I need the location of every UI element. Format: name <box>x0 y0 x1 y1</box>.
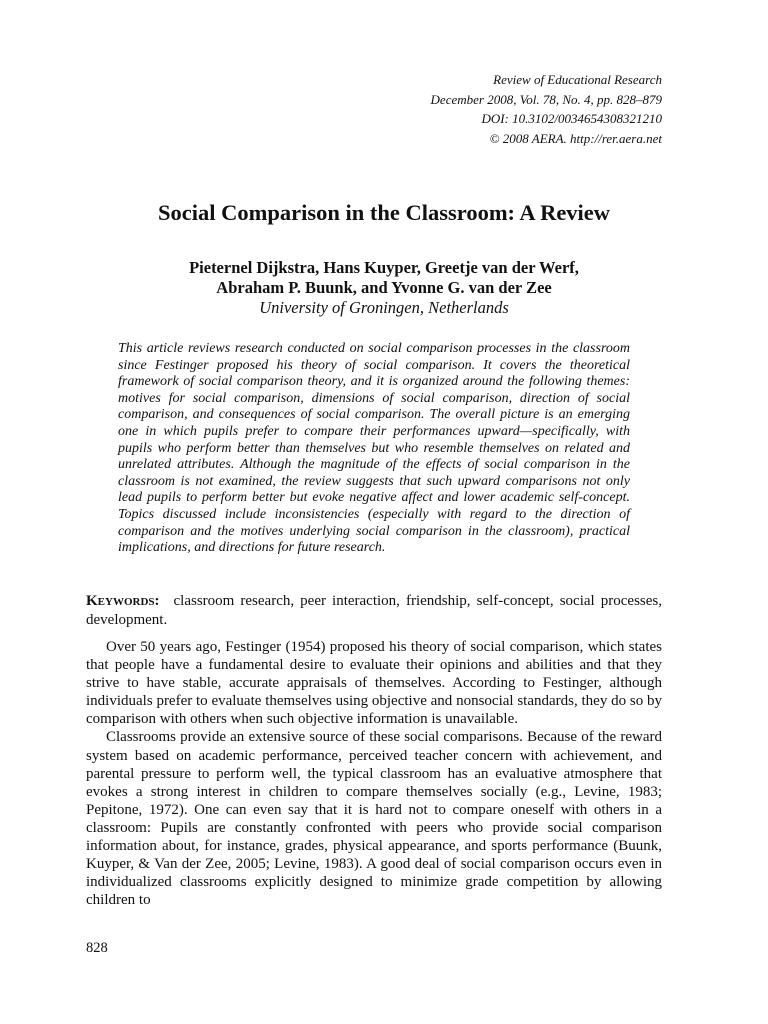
body-paragraph: Classrooms provide an extensive source of these social comparisons. Because of the reward system based on academic performance, perceived teacher concern with achievement, and parental pressure to perform well, the typical classroom has an evaluative atmosphere that evokes a strong interest in children to compare themselves socially (e.g., Levine, 1983; Pepitone, 1972). One can even say that it is hard not to compare oneself with others in a classroom: Pupils are constantly confronted with peers who provide social comparison information about, for instance, grades, physical appearance, and sports performance (Buunk, Kuyper, & Van der Zee, 2005; Levine, 1983). A good deal of social comparison occurs even in individualized classrooms explicitly designed to minimize grade competition by allowing children to <box>86 729 662 909</box>
keywords-block <box>86 592 662 630</box>
body-text <box>86 638 662 909</box>
affiliation: University of Groningen, Netherlands <box>259 298 509 317</box>
issue-info: December 2008, Vol. 78, No. 4, pp. 828–879 <box>430 91 662 107</box>
journal-header <box>431 70 662 148</box>
body-paragraph: Over 50 years ago, Festinger (1954) proposed his theory of social comparison, which states that people have a fundamental desire to evaluate their opinions and abilities and that they strive to have stable, accurate appraisals of themselves. According to Festinger, although individuals prefer to evaluate themselves using objective and nonsocial standards, they do so by comparison with others when such objective information is unavailable. <box>86 639 662 728</box>
journal-name: Review of Educational Research <box>493 72 662 87</box>
abstract: This article reviews research conducted on social comparison processes in the classroom since Festinger proposed his theory of social comparison. It covers the theoretical framework of social comparison theory, and it is organized around the following themes: motives for social comparison, dimensions of social comparison, direction of social comparison, and consequences of social comparison. The overall picture is an emerging one in which pupils prefer to compare their performances upward—specifically, with pupils who perform better than themselves but who resemble themselves on related and unrelated attributes. Although the magnitude of the effects of social comparison in the classroom is not examined, the review suggests that such upward comparisons not only lead pupils to perform better but evoke negative affect and lower academic self-concept. Topics discussed include inconsistencies (especially with regard to the direction of comparison and the motives underlying social comparison in the classroom), practical implications, and directions for future research. <box>118 341 630 556</box>
copyright-line: © 2008 AERA. http://rer.aera.net <box>489 130 662 146</box>
doi: DOI: 10.3102/0034654308321210 <box>481 111 662 126</box>
keywords-label: Keywords: <box>86 593 160 609</box>
author-block <box>0 258 768 318</box>
article-title: Social Comparison in the Classroom: A Review <box>157 200 611 225</box>
authors-line-1: Pieternel Dijkstra, Hans Kuyper, Greetje van der Werf, <box>189 258 579 277</box>
page-number: 828 <box>86 940 108 956</box>
authors-line-2: Abraham P. Buunk, and Yvonne G. van der Zee <box>216 278 552 297</box>
keywords-list: classroom research, peer interaction, friendship, self-concept, social processes, development. <box>86 593 662 628</box>
